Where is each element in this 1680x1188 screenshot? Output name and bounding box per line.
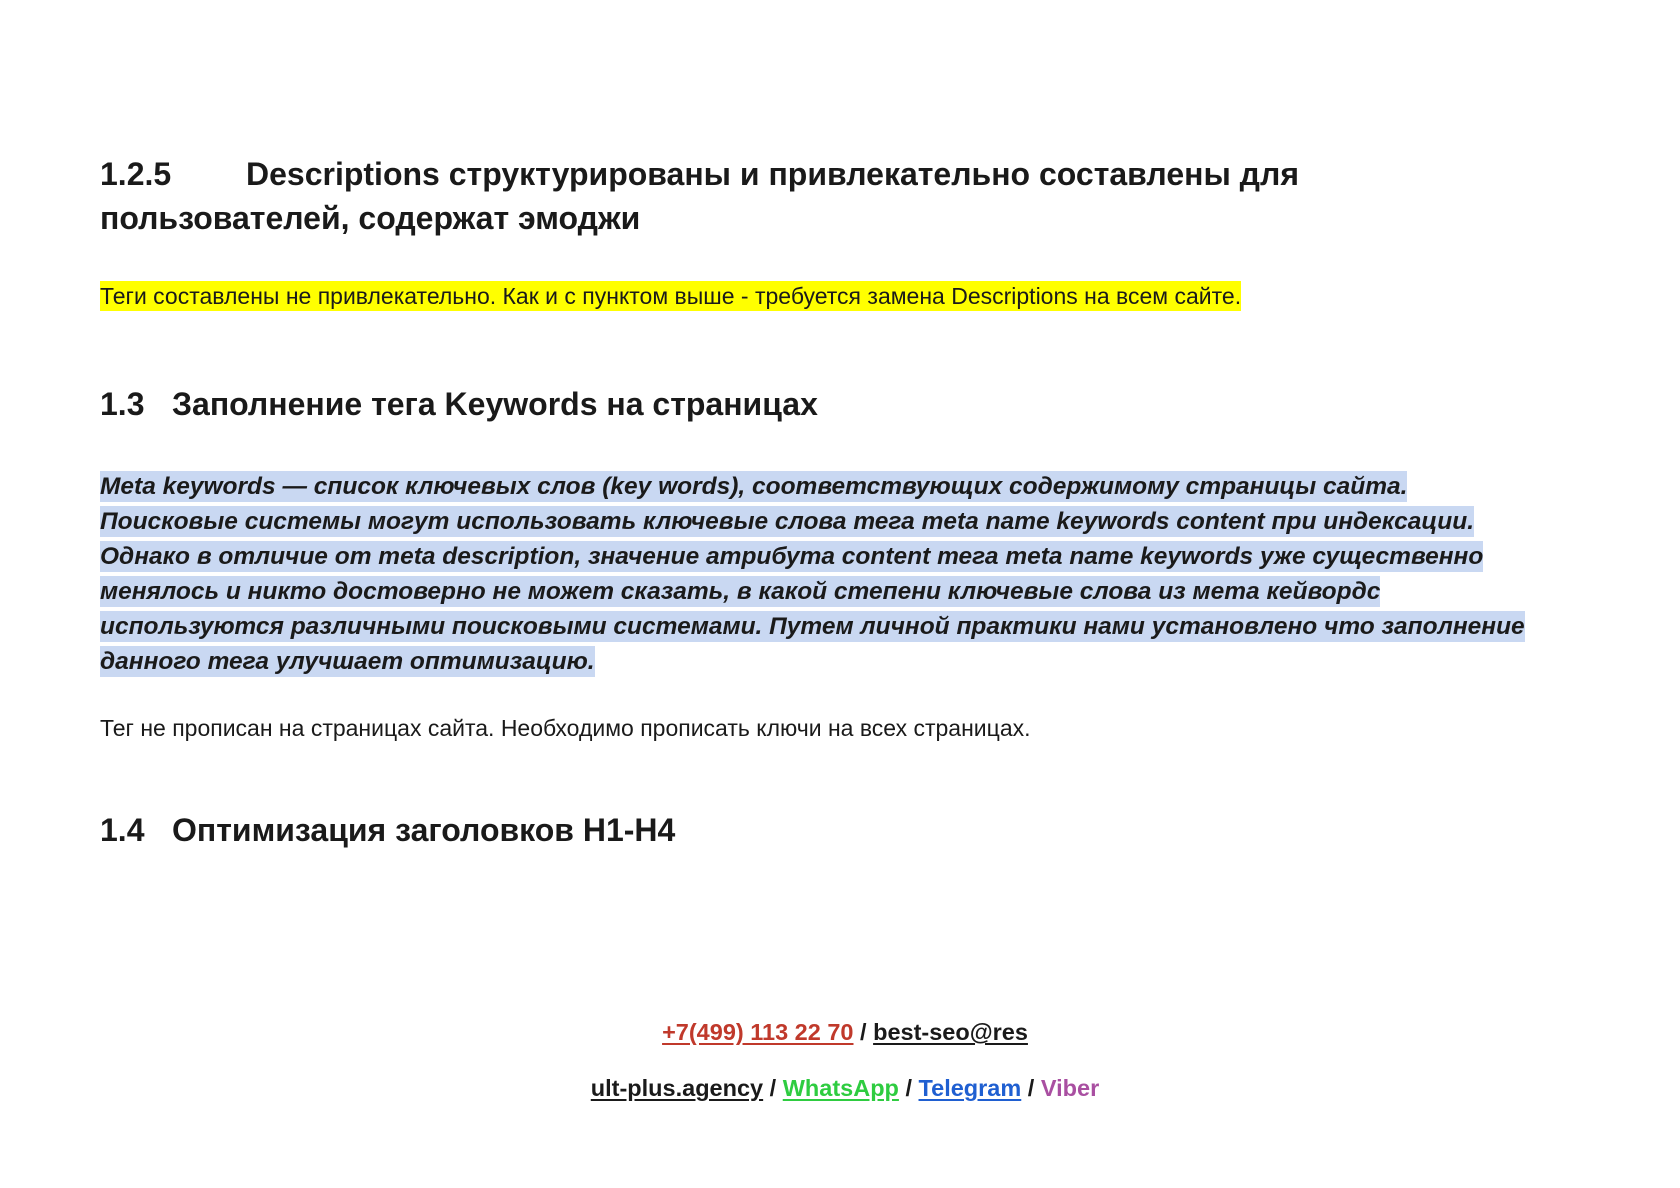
- separator: /: [860, 1019, 867, 1045]
- email-link[interactable]: best-seo@res: [873, 1019, 1028, 1045]
- section-title: Оптимизация заголовков H1-H4: [172, 812, 676, 848]
- telegram-link[interactable]: Telegram: [918, 1075, 1022, 1101]
- highlighted-note-text: Теги составлены не привлекательно. Как и с пунктом выше - требуется замена Descriptions на всем сайте.: [100, 283, 1242, 309]
- selected-definition-text: Meta keywords — список ключевых слов (key words), соответствующих содержимому страницы сайта. Поисковые системы могут использовать ключевые слова тега meta name keywords content при индексации. Однако в отличие от meta description, значение атрибута content тега meta name keywords уже существенно менялось и никто достоверно не может сказать, в какой степени ключевые слова из мета кейвордс используются различными поисковыми системами. Путем личной практики нами установлено что заполнение данного тега улучшает оптимизацию.: [100, 473, 1525, 675]
- footer-contacts-line-1: [0, 1016, 1680, 1048]
- section-1-2-5-note: [100, 280, 1241, 312]
- footer-contacts-line-2: [0, 1072, 1680, 1104]
- email-link-continued[interactable]: ult-plus.agency: [590, 1075, 764, 1101]
- section-1-2-5-heading: [100, 152, 1370, 240]
- whatsapp-link[interactable]: WhatsApp: [782, 1075, 899, 1101]
- separator: /: [769, 1075, 777, 1101]
- phone-link[interactable]: +7(499) 113 22 70: [662, 1019, 854, 1045]
- section-number: 1.4: [100, 812, 145, 848]
- separator: /: [1027, 1075, 1035, 1101]
- section-title: Descriptions структурированы и привлекательно составлены для пользователей, содержат эмоджи: [100, 156, 1299, 236]
- section-number: 1.2.5: [100, 156, 172, 192]
- section-number: 1.3: [100, 386, 145, 422]
- meta-keywords-definition: [100, 469, 1530, 679]
- section-1-4-heading: [100, 808, 675, 852]
- section-1-3-heading: [100, 382, 818, 426]
- section-1-3-note: Тег не прописан на страницах сайта. Необходимо прописать ключи на всех страницах.: [100, 715, 1031, 741]
- separator: /: [905, 1075, 912, 1101]
- viber-label: Viber: [1040, 1075, 1100, 1101]
- section-title: Заполнение тега Keywords на страницах: [172, 386, 818, 422]
